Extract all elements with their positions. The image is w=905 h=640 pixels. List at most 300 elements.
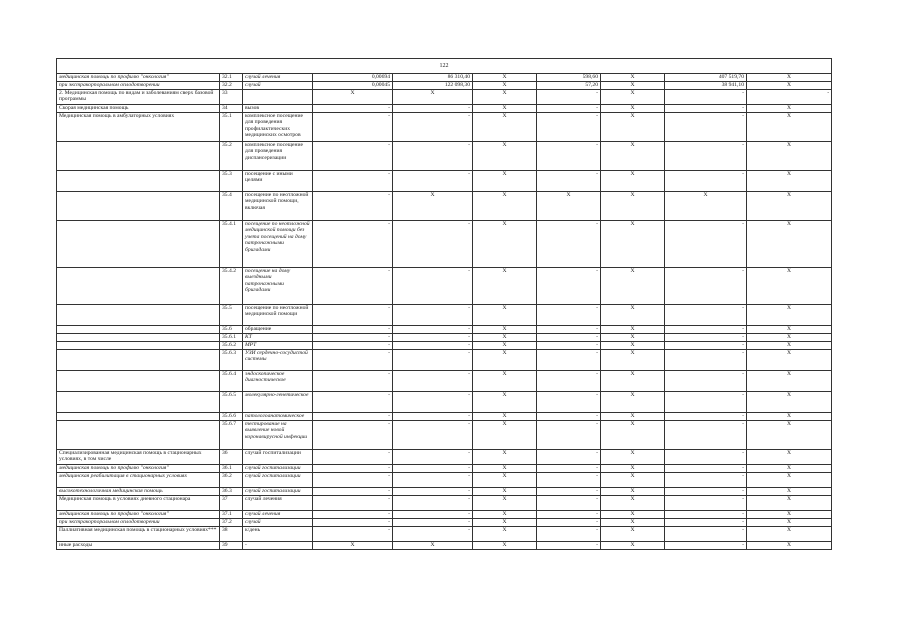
value-cell: -: [313, 511, 393, 519]
value-cell: -: [313, 334, 393, 342]
value-cell: X: [473, 326, 537, 334]
table-row: [57, 171, 832, 192]
row-number-cell: 33: [220, 90, 243, 105]
row-name-cell: медицинская помощь по профилю "онкология": [57, 74, 220, 82]
value-cell: -: [313, 305, 393, 326]
value-cell: -: [313, 105, 393, 113]
value-cell: -: [393, 221, 473, 268]
table-row: [57, 488, 832, 496]
value-cell: -: [393, 268, 473, 305]
value-cell: X: [473, 488, 537, 496]
table-row: [57, 342, 832, 350]
table-row: [57, 527, 832, 542]
row-name-cell: [57, 142, 220, 171]
value-cell: -: [313, 350, 393, 371]
value-cell: X: [473, 527, 537, 542]
table-row: [57, 450, 832, 465]
row-number-cell: 32.2: [220, 82, 243, 90]
value-cell: X: [473, 371, 537, 392]
value-cell: X: [747, 413, 832, 421]
value-cell: X: [747, 519, 832, 527]
value-cell: X: [473, 473, 537, 488]
value-cell: X: [601, 511, 665, 519]
value-cell: -: [665, 519, 747, 527]
value-cell: -: [665, 142, 747, 171]
table-row: [57, 392, 832, 413]
value-cell: 598,60: [537, 74, 601, 82]
value-cell: -: [747, 90, 832, 105]
row-name-cell: медицинская помощь по профилю "онкология": [57, 465, 220, 473]
value-cell: X: [747, 326, 832, 334]
value-cell: X: [747, 74, 832, 82]
row-name-cell: Медицинская помощь в условиях дневного стационара: [57, 496, 220, 511]
unit-cell: случай госпитализации: [243, 473, 313, 488]
row-name-cell: [57, 392, 220, 413]
value-cell: -: [537, 511, 601, 519]
value-cell: -: [537, 268, 601, 305]
value-cell: X: [747, 82, 832, 90]
value-cell: -: [665, 105, 747, 113]
value-cell: -: [393, 465, 473, 473]
row-name-cell: [57, 350, 220, 371]
value-cell: -: [313, 342, 393, 350]
row-number-cell: 35.6.3: [220, 350, 243, 371]
row-number-cell: 37: [220, 496, 243, 511]
value-cell: X: [473, 142, 537, 171]
value-cell: X: [747, 421, 832, 450]
row-name-cell: при экстракорпоральном оплодотворении: [57, 519, 220, 527]
value-cell: X: [601, 105, 665, 113]
value-cell: X: [473, 171, 537, 192]
value-cell: X: [473, 392, 537, 413]
value-cell: -: [313, 450, 393, 465]
row-name-cell: медицинская помощь по профилю "онкология": [57, 511, 220, 519]
value-cell: X: [313, 542, 393, 550]
row-name-cell: Скорая медицинская помощь: [57, 105, 220, 113]
value-cell: -: [393, 473, 473, 488]
table-header-row: [57, 59, 832, 74]
value-cell: -: [393, 305, 473, 326]
row-name-cell: [57, 413, 220, 421]
value-cell: -: [665, 542, 747, 550]
value-cell: -: [665, 465, 747, 473]
unit-cell: МРТ: [243, 342, 313, 350]
value-cell: X: [601, 527, 665, 542]
unit-cell: посещение с иными целями: [243, 171, 313, 192]
value-cell: -: [393, 371, 473, 392]
value-cell: -: [313, 392, 393, 413]
unit-cell: случай: [243, 519, 313, 527]
value-cell: X: [601, 192, 665, 221]
value-cell: X: [747, 334, 832, 342]
value-cell: X: [473, 450, 537, 465]
value-cell: X: [747, 473, 832, 488]
row-number-cell: 35.6.4: [220, 371, 243, 392]
value-cell: -: [537, 542, 601, 550]
value-cell: 57,20: [537, 82, 601, 90]
value-cell: X: [747, 268, 832, 305]
value-cell: -: [313, 527, 393, 542]
value-cell: -: [313, 421, 393, 450]
table-row: [57, 473, 832, 488]
value-cell: -: [313, 473, 393, 488]
unit-cell: эндоскопическое диагностическое: [243, 371, 313, 392]
value-cell: -: [537, 305, 601, 326]
value-cell: -: [393, 421, 473, 450]
row-number-cell: 35.1: [220, 113, 243, 142]
value-cell: X: [473, 192, 537, 221]
value-cell: -: [393, 350, 473, 371]
value-cell: 0,00694: [313, 74, 393, 82]
value-cell: X: [747, 542, 832, 550]
value-cell: X: [601, 171, 665, 192]
row-number-cell: 35.5: [220, 305, 243, 326]
value-cell: X: [473, 342, 537, 350]
value-cell: X: [473, 305, 537, 326]
value-cell: X: [473, 74, 537, 82]
value-cell: X: [473, 268, 537, 305]
row-number-cell: 35.4.2: [220, 268, 243, 305]
value-cell: 122 098,30: [393, 82, 473, 90]
row-name-cell: [57, 421, 220, 450]
value-cell: -: [537, 392, 601, 413]
value-cell: X: [601, 413, 665, 421]
value-cell: -: [393, 113, 473, 142]
unit-cell: посещение по неотложной медицинской помощи, включая: [243, 192, 313, 221]
value-cell: -: [393, 413, 473, 421]
value-cell: X: [747, 221, 832, 268]
value-cell: X: [601, 90, 665, 105]
value-cell: X: [473, 542, 537, 550]
unit-cell: тестирование на выявление новой коронавирусной инфекции: [243, 421, 313, 450]
table-row: [57, 334, 832, 342]
value-cell: X: [473, 413, 537, 421]
table-row: [57, 268, 832, 305]
value-cell: 0,00045: [313, 82, 393, 90]
value-cell: -: [665, 171, 747, 192]
unit-cell: вызов: [243, 105, 313, 113]
unit-cell: случай лечения: [243, 511, 313, 519]
value-cell: X: [601, 542, 665, 550]
row-number-cell: 36: [220, 450, 243, 465]
value-cell: 38 941,10: [665, 82, 747, 90]
value-cell: X: [601, 392, 665, 413]
row-number-cell: 35.3: [220, 171, 243, 192]
value-cell: -: [537, 421, 601, 450]
value-cell: X: [747, 511, 832, 519]
value-cell: X: [393, 192, 473, 221]
value-cell: -: [393, 527, 473, 542]
row-number-cell: 35.6.1: [220, 334, 243, 342]
unit-cell: посещение по неотложной медицинской помощи без учета посещений на дому патронажными бригадами: [243, 221, 313, 268]
value-cell: -: [537, 473, 601, 488]
value-cell: -: [665, 90, 747, 105]
row-name-cell: [57, 192, 220, 221]
value-cell: X: [393, 90, 473, 105]
value-cell: X: [747, 527, 832, 542]
value-cell: -: [313, 171, 393, 192]
value-cell: -: [393, 334, 473, 342]
row-name-cell: [57, 268, 220, 305]
row-name-cell: [57, 305, 220, 326]
value-cell: X: [747, 392, 832, 413]
value-cell: X: [601, 334, 665, 342]
value-cell: X: [747, 350, 832, 371]
value-cell: -: [537, 413, 601, 421]
unit-cell: случай госпитализации: [243, 488, 313, 496]
value-cell: -: [665, 350, 747, 371]
unit-cell: патологоанатомическое: [243, 413, 313, 421]
value-cell: X: [601, 465, 665, 473]
row-number-cell: 36.1: [220, 465, 243, 473]
unit-cell: комплексное посещение для проведения профилактических медицинских осмотров: [243, 113, 313, 142]
value-cell: -: [665, 342, 747, 350]
value-cell: X: [601, 113, 665, 142]
table-row: [57, 90, 832, 105]
value-cell: -: [537, 527, 601, 542]
value-cell: -: [665, 511, 747, 519]
value-cell: -: [665, 305, 747, 326]
value-cell: X: [473, 496, 537, 511]
row-name-cell: Медицинская помощь в амбулаторных условиях: [57, 113, 220, 142]
value-cell: X: [747, 488, 832, 496]
value-cell: -: [665, 268, 747, 305]
row-number-cell: 35.6.5: [220, 392, 243, 413]
row-number-cell: 35.6.7: [220, 421, 243, 450]
value-cell: X: [601, 421, 665, 450]
row-number-cell: 34: [220, 105, 243, 113]
table-row: [57, 305, 832, 326]
row-name-cell: медицинская реабилитация в стационарных условиях: [57, 473, 220, 488]
row-name-cell: [57, 334, 220, 342]
value-cell: -: [393, 496, 473, 511]
row-name-cell: [57, 326, 220, 334]
value-cell: X: [601, 326, 665, 334]
value-cell: X: [473, 113, 537, 142]
value-cell: -: [537, 371, 601, 392]
value-cell: -: [537, 488, 601, 496]
row-number-cell: 35.2: [220, 142, 243, 171]
row-number-cell: 32.1: [220, 74, 243, 82]
unit-cell: случай госпитализации: [243, 465, 313, 473]
value-cell: X: [601, 473, 665, 488]
value-cell: -: [537, 519, 601, 527]
table-row: [57, 496, 832, 511]
value-cell: 86 310,40: [393, 74, 473, 82]
row-name-cell: [57, 171, 220, 192]
value-cell: -: [313, 192, 393, 221]
table-row: [57, 519, 832, 527]
table-row: [57, 413, 832, 421]
row-number-cell: 39: [220, 542, 243, 550]
value-cell: -: [393, 488, 473, 496]
value-cell: -: [537, 465, 601, 473]
value-cell: X: [747, 113, 832, 142]
value-cell: -: [393, 511, 473, 519]
value-cell: X: [747, 192, 832, 221]
value-cell: -: [393, 105, 473, 113]
row-number-cell: 35.4: [220, 192, 243, 221]
value-cell: -: [537, 105, 601, 113]
table-row: [57, 74, 832, 82]
value-cell: X: [601, 305, 665, 326]
value-cell: X: [601, 488, 665, 496]
value-cell: 407 519,70: [665, 74, 747, 82]
value-cell: -: [537, 350, 601, 371]
unit-cell: случай госпитализации: [243, 450, 313, 465]
value-cell: -: [665, 392, 747, 413]
unit-cell: случай: [243, 82, 313, 90]
value-cell: -: [313, 465, 393, 473]
table-row: [57, 511, 832, 519]
value-cell: X: [473, 221, 537, 268]
value-cell: -: [313, 268, 393, 305]
value-cell: -: [665, 527, 747, 542]
value-cell: -: [665, 413, 747, 421]
table-row: [57, 371, 832, 392]
value-cell: X: [747, 142, 832, 171]
row-name-cell: Паллиативная медицинская помощь в стационарных условиях***: [57, 527, 220, 542]
value-cell: X: [747, 450, 832, 465]
unit-cell: случай лечения: [243, 496, 313, 511]
value-cell: X: [601, 82, 665, 90]
unit-cell: к/день: [243, 527, 313, 542]
table-row: [57, 542, 832, 550]
table-row: [57, 221, 832, 268]
row-name-cell: высокотехнологичная медицинская помощь: [57, 488, 220, 496]
row-name-cell: Специализированная медицинская помощь в стационарных условиях, в том числе: [57, 450, 220, 465]
value-cell: X: [747, 342, 832, 350]
value-cell: -: [313, 142, 393, 171]
value-cell: X: [473, 350, 537, 371]
value-cell: X: [473, 82, 537, 90]
value-cell: -: [537, 142, 601, 171]
value-cell: X: [537, 192, 601, 221]
table-row: [57, 421, 832, 450]
value-cell: X: [601, 142, 665, 171]
unit-cell: обращение: [243, 326, 313, 334]
unit-cell: -: [243, 542, 313, 550]
unit-cell: УЗИ сердечно-сосудистой системы: [243, 350, 313, 371]
row-number-cell: 36.3: [220, 488, 243, 496]
table-row: [57, 113, 832, 142]
table-row: [57, 192, 832, 221]
row-name-cell: [57, 221, 220, 268]
row-number-cell: 37.2: [220, 519, 243, 527]
value-cell: X: [393, 542, 473, 550]
value-cell: X: [665, 192, 747, 221]
value-cell: -: [665, 113, 747, 142]
unit-cell: случай лечения: [243, 74, 313, 82]
table-row: [57, 465, 832, 473]
value-cell: X: [747, 305, 832, 326]
value-cell: X: [601, 342, 665, 350]
table-row: [57, 82, 832, 90]
value-cell: -: [313, 488, 393, 496]
row-number-cell: 35.6.2: [220, 342, 243, 350]
value-cell: -: [313, 113, 393, 142]
row-number-cell: 35.6.6: [220, 413, 243, 421]
value-cell: -: [537, 334, 601, 342]
value-cell: X: [747, 496, 832, 511]
value-cell: -: [313, 519, 393, 527]
value-cell: -: [537, 496, 601, 511]
value-cell: X: [473, 421, 537, 450]
row-name-cell: иные расходы: [57, 542, 220, 550]
table-row: [57, 350, 832, 371]
value-cell: -: [313, 496, 393, 511]
value-cell: X: [473, 334, 537, 342]
value-cell: -: [537, 326, 601, 334]
value-cell: -: [393, 342, 473, 350]
value-cell: -: [665, 371, 747, 392]
unit-cell: посещение по неотложной медицинской помощи: [243, 305, 313, 326]
value-cell: -: [665, 326, 747, 334]
row-number-cell: 38: [220, 527, 243, 542]
value-cell: -: [537, 342, 601, 350]
row-name-cell: при экстракорпоральном оплодотворении: [57, 82, 220, 90]
value-cell: -: [313, 371, 393, 392]
value-cell: X: [473, 105, 537, 113]
unit-cell: КТ: [243, 334, 313, 342]
value-cell: X: [601, 450, 665, 465]
unit-cell: молекулярно-генетическое: [243, 392, 313, 413]
value-cell: -: [393, 326, 473, 334]
value-cell: X: [601, 350, 665, 371]
value-cell: -: [537, 450, 601, 465]
value-cell: X: [601, 221, 665, 268]
value-cell: X: [473, 465, 537, 473]
row-name-cell: [57, 371, 220, 392]
value-cell: X: [747, 465, 832, 473]
value-cell: X: [601, 74, 665, 82]
value-cell: X: [601, 496, 665, 511]
value-cell: X: [601, 371, 665, 392]
value-cell: -: [393, 171, 473, 192]
value-cell: -: [393, 142, 473, 171]
value-cell: -: [665, 473, 747, 488]
value-cell: -: [665, 221, 747, 268]
row-name-cell: 2. Медицинская помощь по видам и заболеваниям сверх базовой программы: [57, 90, 220, 105]
value-cell: -: [665, 488, 747, 496]
value-cell: -: [665, 334, 747, 342]
value-cell: X: [601, 519, 665, 527]
row-number-cell: 35.4.1: [220, 221, 243, 268]
value-cell: -: [537, 221, 601, 268]
unit-cell: комплексное посещение для проведения диспансеризации: [243, 142, 313, 171]
value-cell: X: [601, 268, 665, 305]
row-number-cell: 35.6: [220, 326, 243, 334]
row-name-cell: [57, 342, 220, 350]
value-cell: X: [747, 371, 832, 392]
value-cell: -: [537, 171, 601, 192]
page-number: 122: [57, 59, 832, 74]
value-cell: -: [393, 519, 473, 527]
value-cell: X: [747, 171, 832, 192]
value-cell: X: [473, 90, 537, 105]
value-cell: -: [537, 113, 601, 142]
value-cell: -: [313, 413, 393, 421]
unit-cell: [243, 90, 313, 105]
value-cell: -: [665, 450, 747, 465]
table-row: [57, 142, 832, 171]
value-cell: -: [313, 326, 393, 334]
value-cell: -: [313, 221, 393, 268]
value-cell: -: [393, 392, 473, 413]
value-cell: X: [473, 519, 537, 527]
table-row: [57, 105, 832, 113]
value-cell: -: [665, 496, 747, 511]
